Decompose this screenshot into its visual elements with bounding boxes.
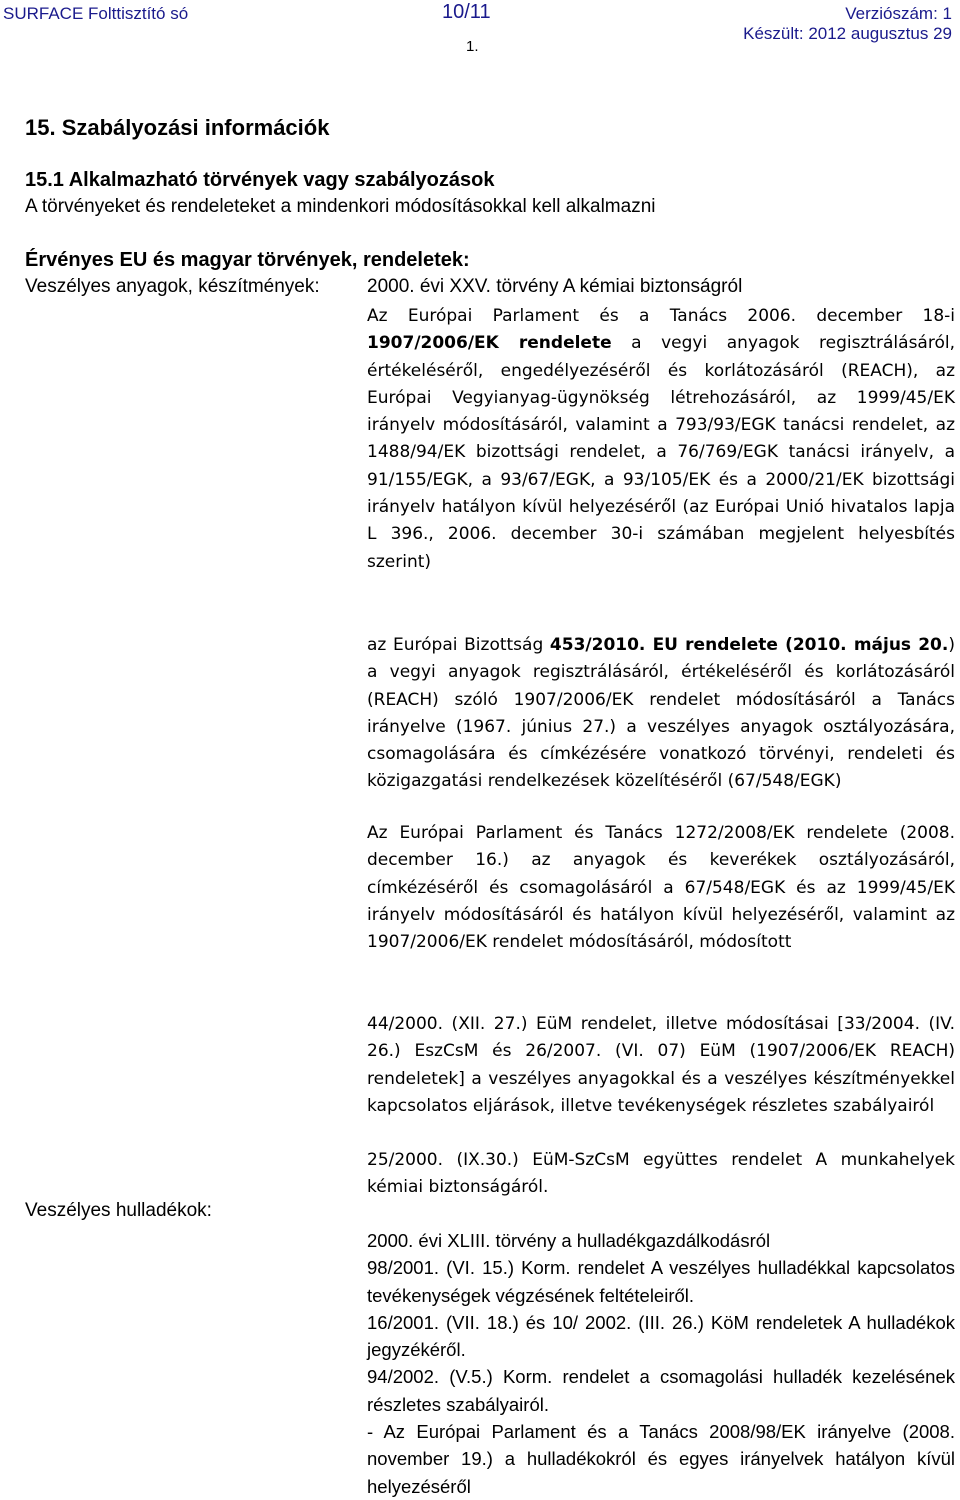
subsection-title: 15.1 Alkalmazható törvények vagy szabályozások: [25, 169, 495, 191]
waste-law-4: 94/2002. (V.5.) Korm. rendelet a csomagolási hulladék kezelésének részletes szabályairól.: [367, 1366, 955, 1415]
clp-text: Az Európai Parlament és Tanács 1272/2008/EK rendelete (2008. december 16.) az anyagok és keverékek osztályozásáról, címkézéséről és csomagolásáról a 67/548/EGK és az 1999/45/EK irányelv módosításáról és hatályon kívül helyezéséről, valamint az 1907/2006/EK rendelet módosításáról, módosított: [367, 823, 955, 953]
clp-regulation: [367, 820, 955, 956]
valid-laws-heading: Érvényes EU és magyar törvények, rendeletek:: [25, 249, 470, 271]
eu453-post: ) a vegyi anyagok regisztrálásáról, értékeléséről és korlátozásáról (REACH) szóló 1907/2006/EK rendelet módosításáról a Tanács irányelve (1967. június 27.) a veszélyes anyagok osztályozására, csomagolására és címkézésére vonatkozó törvényi, rendeleti és közigazgatási rendelkezések közelítéséről (67/548/EGK): [367, 635, 955, 792]
waste-law-2: 98/2001. (VI. 15.) Korm. rendelet A veszélyes hulladékkal kapcsolatos tevékenységek végzésének feltételeiről.: [367, 1257, 955, 1306]
hazardous-waste-label: Veszélyes hulladékok:: [25, 1200, 212, 1221]
waste-law-3: 16/2001. (VII. 18.) és 10/ 2002. (III. 26.) KöM rendeletek A hulladékok jegyzékéről.: [367, 1311, 955, 1361]
prepared-date: Készült: 2012 augusztus 29: [743, 24, 952, 43]
eum-25-2000-regulation: [367, 1147, 955, 1202]
reach-post: a vegyi anyagok regisztrálásáról, értékeléséről, engedélyezéséről és korlátozásáról (REACH), az Európai Vegyianyag-ügynökség létrehozásáról, az 1999/45/EK irányelv módosításáról, valamint a 793/93/EGK tanácsi rendelet, az 1488/94/EK bizottsági rendelet, a 76/769/EGK tanácsi irányelv, a 91/155/EGK, a 93/67/EGK, a 93/105/EK és a 2000/21/EK bizottsági irányelv hatályon kívül helyezéséről (az Európai Unió hivatalos lapja L 396., 2006. december 30-i számában megjelent helyesbítés szerint): [367, 333, 955, 572]
hazardous-substances-label: Veszélyes anyagok, készítmények:: [25, 276, 320, 297]
version-number: Verziószám: 1: [845, 4, 952, 23]
eum-44-2000-regulation: [367, 1011, 955, 1120]
eu-453-2010-regulation: [367, 632, 955, 796]
reach-regulation: [367, 303, 955, 576]
eum25-text: 25/2000. (IX.30.) EüM-SzCsM együttes rendelet A munkahelyek kémiai biztonságáról.: [367, 1150, 955, 1198]
waste-law-5: - Az Európai Parlament és a Tanács 2008/98/EK irányelve (2008. november 19.) a hulladékokról és egyes irányelvek hatályon kívül helyezéséről: [367, 1421, 955, 1497]
eu453-bold: 453/2010. EU rendelete (2010. május 20.: [549, 635, 949, 655]
eu453-pre: az Európai Bizottság: [367, 635, 550, 655]
page-number-sub: 1.: [466, 38, 479, 55]
eum44-text: 44/2000. (XII. 27.) EüM rendelet, illetve módosításai [33/2004. (IV. 26.) EszCsM és 26/2007. (VI. 07) EüM (1907/2006/EK REACH) rendeletek] a veszélyes anyagokkal és a veszélyes készítményekkel kapcsolatos eljárások, illetve tevékenységek részletes szabályairól: [367, 1014, 955, 1116]
law-2000-xxv: 2000. évi XXV. törvény A kémiai biztonságról: [367, 276, 743, 297]
product-name: SURFACE Folttisztító só: [3, 4, 189, 23]
reach-pre: Az Európai Parlament és a Tanács 2006. december 18-i: [367, 306, 955, 326]
subsection-text: A törvényeket és rendeleteket a mindenkori módosításokkal kell alkalmazni: [25, 196, 656, 217]
reach-bold: 1907/2006/EK rendelete: [367, 333, 612, 354]
waste-law-1: 2000. évi XLIII. törvény a hulladékgazdálkodásról: [367, 1230, 771, 1251]
page-number: 10/11: [442, 1, 491, 23]
hazardous-waste-list: [367, 1227, 955, 1500]
section-title: 15. Szabályozási információk: [25, 115, 330, 140]
